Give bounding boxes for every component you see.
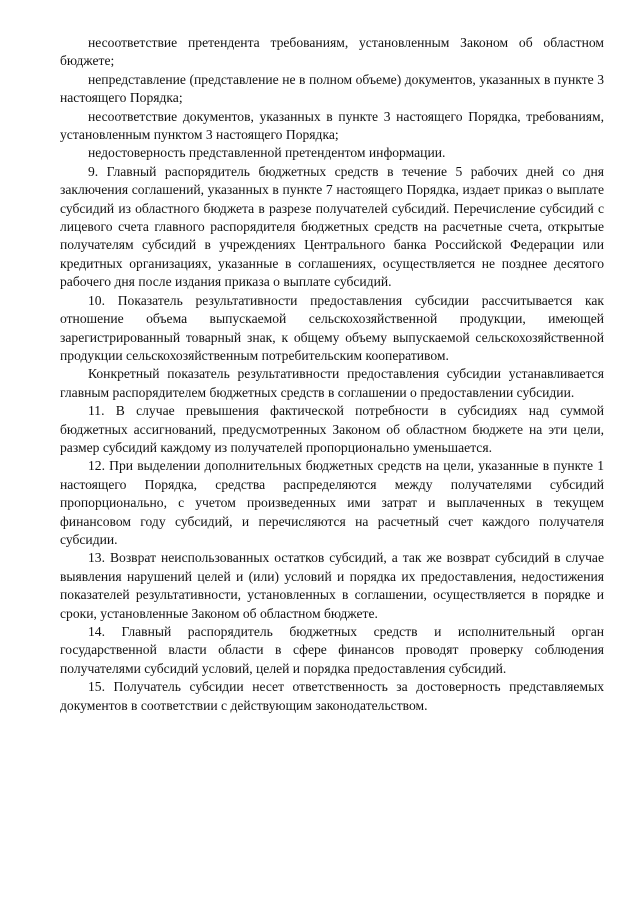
paragraph-item-13: 13. Возврат неиспользованных остатков субсидий, а так же возврат субсидий в случае выявления нарушений целей и (или) условий и порядка их предоставления, недостижения показателей результативности, установленных в соглашении, осуществляется в порядке и сроки, установленные Законом об областном бюджете. [60,550,604,621]
paragraph: непредставление (представление не в полном объеме) документов, указанных в пункте 3 настоящего Порядка; [60,71,604,106]
paragraph-item-12: 12. При выделении дополнительных бюджетных средств на цели, указанные в пункте 1 настоящего Порядка, средства распределяются между получателями субсидий пропорционально, с учетом произведенных ими затрат и выплаченных в текущем финансовом году субсидий, и перечисляются на расчетный счет каждого получателя субсидии. [60,458,604,547]
paragraph-item-15: 15. Получатель субсидии несет ответственность за достоверность представляемых документов в соответствии с действующим законодательством. [60,679,604,713]
paragraph: несоответствие претендента требованиям, установленным Законом об областном бюджете; [60,35,604,69]
paragraph: недостоверность представленной претендентом информации. [88,145,446,161]
paragraph-item-9: 9. Главный распорядитель бюджетных средств в течение 5 рабочих дней со дня заключения соглашений, указанных в пункте 7 настоящего Порядка, издает приказ о выплате субсидий из областного бюджета в разрезе получателей субсидий. Перечисление субсидий с лицевого счета главного распорядителя бюджетных средств на расчетные счета, открытые получателям субсидий в учреждениях Центрального банка Российской Федерации или кредитных организациях, указанные в соглашениях, осуществляется не позднее десятого рабочего дня после издания приказа о выплате субсидий. [60,163,604,290]
paragraph-item-14: 14. Главный распорядитель бюджетных средств и исполнительный орган государственной власти области в сфере финансов проводят проверку соблюдения получателями субсидий условий, целей и порядка предоставления субсидий. [60,624,604,676]
document-page [60,34,604,715]
paragraph: Конкретный показатель результативности предоставления субсидии устанавливается главным распорядителем бюджетных средств в соглашении о предоставлении субсидии. [60,366,604,400]
paragraph: несоответствие документов, указанных в пункте 3 настоящего Порядка, требованиям, установленным пунктом 3 настоящего Порядка; [60,108,604,143]
paragraph-item-11: 11. В случае превышения фактической потребности в субсидиях над суммой бюджетных ассигнований, предусмотренных Законом об областном бюджете на эти цели, размер субсидий каждому из получателей пропорционально уменьшается. [60,403,604,455]
paragraph-item-10: 10. Показатель результативности предоставления субсидии рассчитывается как отношение объема выпускаемой сельскохозяйственной продукции, имеющей зарегистрированный товарный знак, к общему объему выпускаемой сельскохозяйственной продукции сельскохозяйственным потребительским кооперативом. [60,292,604,363]
